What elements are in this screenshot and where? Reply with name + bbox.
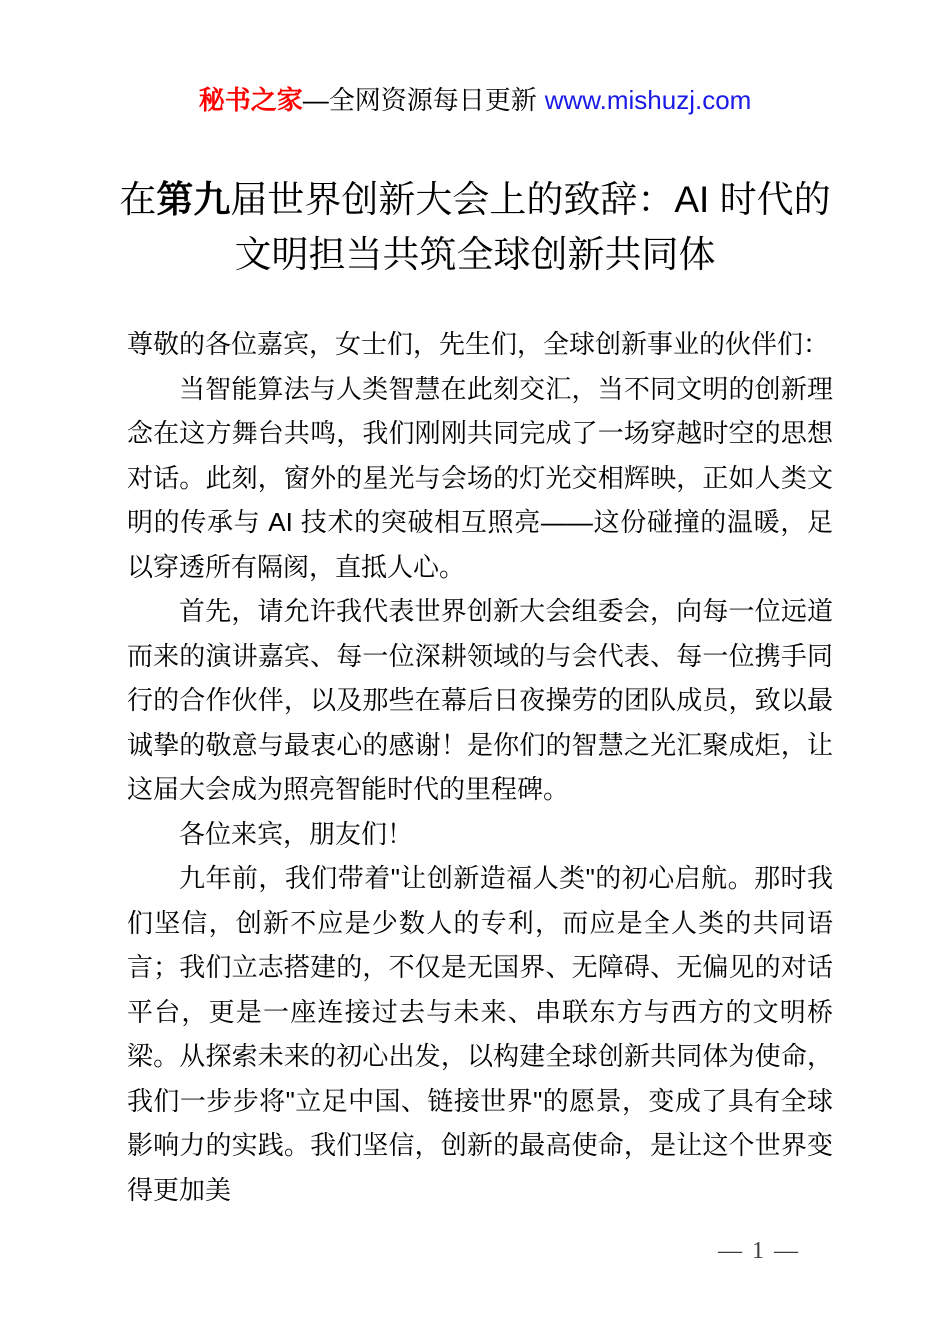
body-paragraph-4: 九年前，我们带着"让创新造福人类"的初心启航。那时我们坚信，创新不应是少数人的专利，而应是全人类的共同语言；我们立志搭建的，不仅是无国界、无障碍、无偏见的对话平台，更是一座连接过去与未来、串联东方与西方的文明桥梁。从探索未来的初心出发，以构建全球创新共同体为使命，我们一步步将"立足中国、链接世界"的愿景，变成了具有全球影响力的实践。我们坚信，创新的最高使命，是让这个世界变得更加美 [127,863,833,1205]
header-url-link[interactable]: www.mishuzj.com [544,85,752,115]
body-paragraph-1: 当智能算法与人类智慧在此刻交汇，当不同文明的创新理念在这方舞台共鸣，我们刚刚共同完成了一场穿越时空的思想对话。此刻，窗外的星光与会场的灯光交相辉映，正如人类文明的传承与 AI 技术的突破相互照亮——这份碰撞的温暖，足以穿透所有隔阂，直抵人心。 [127,373,833,582]
document-body [127,322,833,1212]
body-paragraph-3: 各位来宾，朋友们！ [179,818,414,849]
body-paragraph-2: 首先，请允许我代表世界创新大会组委会，向每一位远道而来的演讲嘉宾、每一位深耕领域的与会代表、每一位携手同行的合作伙伴，以及那些在幕后日夜操劳的团队成员，致以最诚挚的敬意与最衷心的感谢！是你们的智慧之光汇聚成炬，让这届大会成为照亮智能时代的里程碑。 [127,596,833,804]
salutation-paragraph: 尊敬的各位嘉宾，女士们，先生们，全球创新事业的伙伴们： [127,329,830,359]
title-prefix: 在 [119,179,157,220]
title-emphasis: 第九 [156,179,231,220]
header-tagline: —全网资源每日更新 [302,85,537,115]
page-number: — 1 — [718,1238,800,1264]
page-header [0,84,950,116]
brand-name: 秘书之家 [198,85,303,115]
document-title [110,172,840,282]
title-rest: 届世界创新大会上的致辞：AI 时代的文明担当共筑全球创新共同体 [230,179,831,275]
